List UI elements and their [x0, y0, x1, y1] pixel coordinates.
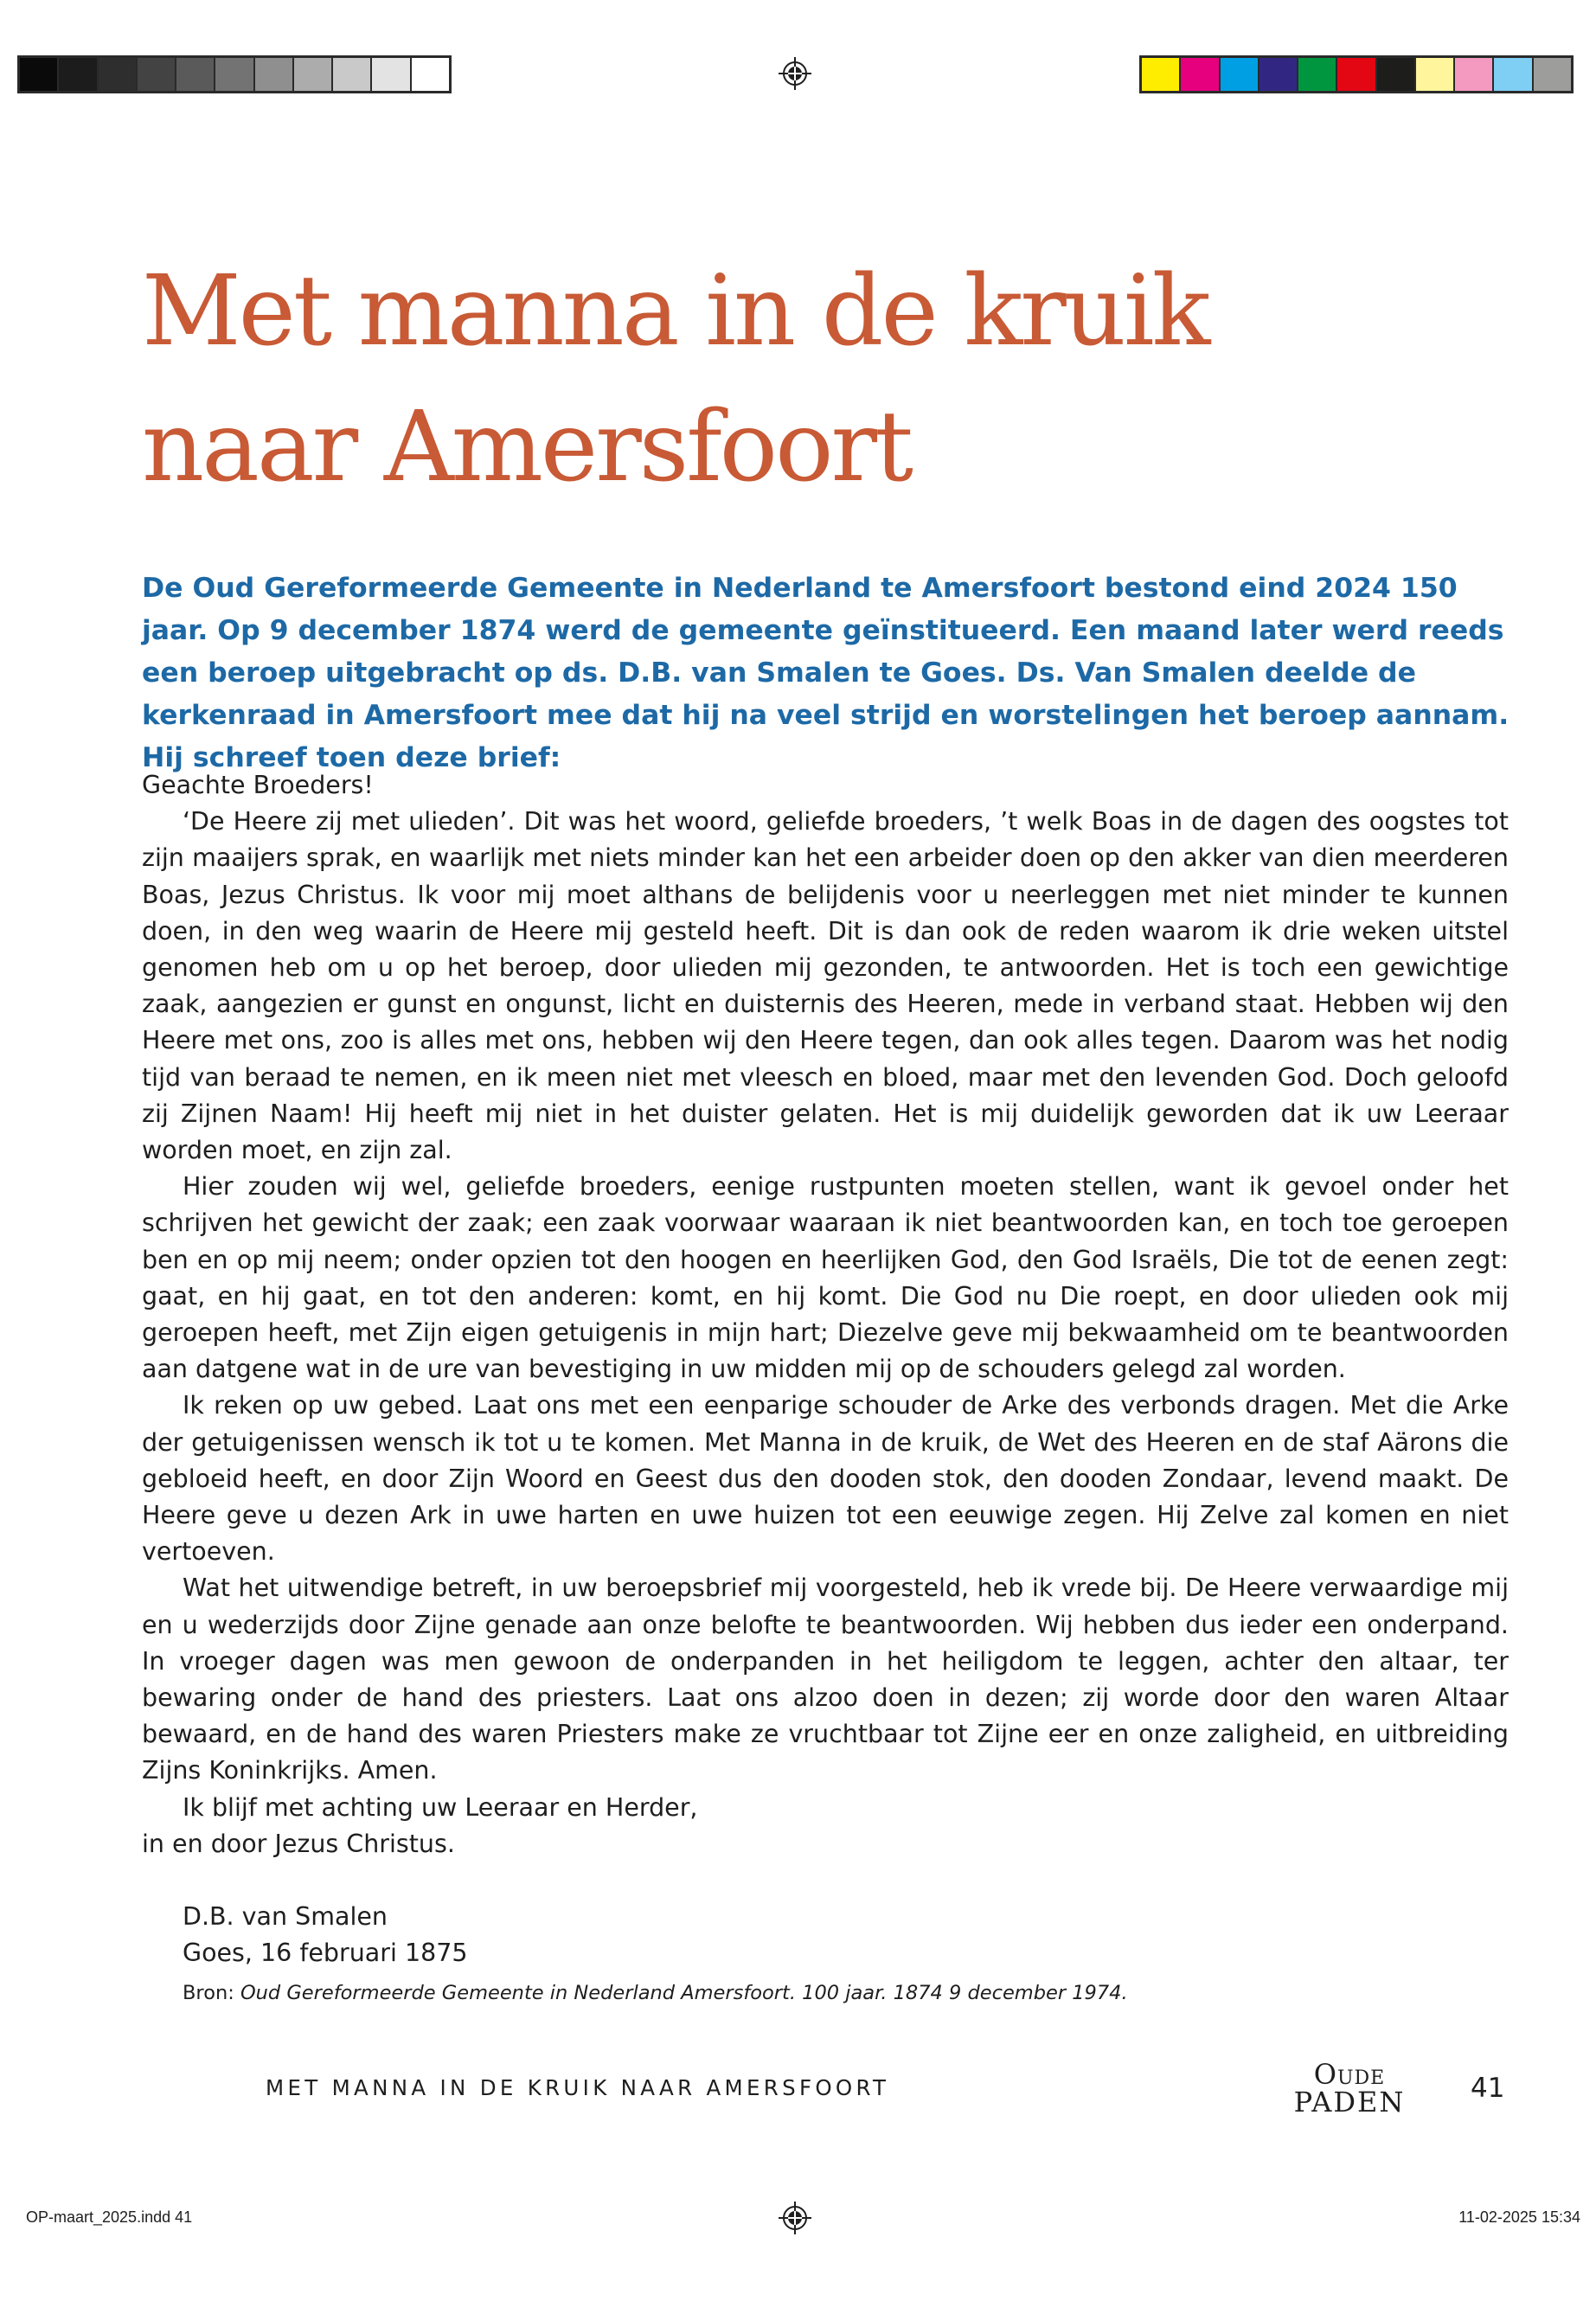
- process-color-bar: [1139, 55, 1574, 93]
- source-citation: [183, 1979, 1394, 2007]
- letter-paragraph: ‘De Heere zij met ulieden’. Dit was het woord, geliefde broeders, ’t welk Boas in de dagen des oogstes tot zijn maaijers sprak, en waarlijk met niets minder kan het een arbeider doen op den akker van dien meerderen Boas, Jezus Christus. Ik voor mij moet althans de belijdenis voor u neerleggen met niet minder te kunnen doen, in den weg waarin de Heere mij gesteld heeft. Dit is dan ook de reden waarom ik drie weken uitstel genomen heb om u op het beroep, door ulieden mij gezonden, te antwoorden. Het is toch een gewichtige zaak, aangezien er gunst en ongunst, licht en duisternis des Heeren, mede in verband staat. Hebben wij den Heere met ons, zoo is alles met ons, hebben wij den Heere tegen, dan ook alles tegen. Daarom was het nodig tijd van beraad te nemen, en ik meen niet met vleesch en bloed, maar met den levenden God. Doch geloofd zij Zijnen Naam! Hij heeft mij niet in het duister gelaten. Het is mij duidelijk geworden dat ik uw Leeraar worden moet, en zijn zal.: [142, 807, 1509, 1165]
- letter-body: [142, 767, 1509, 1972]
- color-swatch-11: [1534, 58, 1571, 91]
- color-swatch-10: [1494, 58, 1533, 91]
- article-title-line-2: naar Amersfoort: [142, 391, 912, 503]
- color-swatch-7: [1377, 58, 1416, 91]
- registration-mark-icon: [779, 57, 811, 90]
- source-label: Bron:: [183, 1982, 240, 2004]
- article-title-line-1: Met manna in de kruik: [142, 255, 1208, 368]
- gray-swatch-3: [99, 58, 138, 91]
- letter-paragraph: Hier zouden wij wel, geliefde broeders, eenige rustpunten moeten stellen, want ik gevoel onder het schrijven het gewicht der zaak; een zaak voorwaar waaraan ik niet beantwoorden kan, en toch toe geroepen ben en op mij neem; onder opzien tot den hoogen en heerlijken God, den God Israëls, Die tot de eenen zegt: gaat, en hij gaat, en tot den anderen: komt, en hij komt. Die God nu Die roept, en door ulieden ook mij geroepen heeft, met Zijn eigen getuigenis in mijn hart; Diezelve geve mij bekwaamheid om te beantwoorden aan datgene wat in de ure van bevestiging in uw midden mij op de schouders gelegd zal worden.: [142, 1172, 1509, 1384]
- gray-swatch-9: [333, 58, 372, 91]
- slug-date-time: 11-02-2025 15:34: [1458, 2208, 1580, 2226]
- gray-swatch-5: [176, 58, 215, 91]
- article-intro: De Oud Gereformeerde Gemeente in Nederland te Amersfoort bestond eind 2024 150 jaar. Op 9 december 1874 werd de gemeente geïnstitueerd. Een maand later werd reeds een beroep uitgebracht op ds. D.B. van Smalen te Goes. Ds. Van Smalen deelde de kerkenraad in Amersfoort mee dat hij na veel strijd en worstelingen het beroep aannam. Hij schreef toen deze brief:: [142, 573, 1509, 773]
- color-swatch-6: [1337, 58, 1376, 91]
- logo-line-2: PADEN: [1293, 2086, 1406, 2118]
- registration-mark-icon: [779, 2202, 811, 2234]
- oude-paden-logo: [1280, 2058, 1419, 2118]
- gray-swatch-8: [294, 58, 333, 91]
- letter-paragraph: Ik reken op uw gebed. Laat ons met een eenparige schouder de Arke des verbonds dragen. Met die Arke der getuigenissen wensch ik tot u te komen. Met Manna in de kruik, de Wet des Heeren en de staf Aärons die gebloeid heeft, en door Zijn Woord en Geest dus den dooden stok, den dooden Zondaar, levend maakt. De Heere geve u dezen Ark in uwe harten en uwe huizen tot een eeuwige zegen. Hij Zelve zal komen en niet vertoeven.: [142, 1391, 1509, 1567]
- logo-line-1: Oude: [1313, 2058, 1386, 2091]
- color-swatch-2: [1181, 58, 1220, 91]
- gray-swatch-6: [215, 58, 254, 91]
- color-swatch-1: [1142, 58, 1181, 91]
- gray-swatch-1: [20, 58, 59, 91]
- color-swatch-4: [1259, 58, 1298, 91]
- gray-swatch-4: [138, 58, 176, 91]
- letter-paragraph: Ik blijf met achting uw Leeraar en Herder,: [183, 1792, 698, 1822]
- gray-swatch-11: [412, 58, 449, 91]
- running-footer-title: MET MANNA IN DE KRUIK NAAR AMERSFOORT: [266, 2075, 890, 2100]
- signature-name: D.B. van Smalen: [183, 1902, 388, 1932]
- source-title: Oud Gereformeerde Gemeente in Nederland Amersfoort. 100 jaar. 1874 9 december 1974.: [240, 1982, 1128, 2004]
- gray-swatch-7: [255, 58, 294, 91]
- letter-closing-line: in en door Jezus Christus.: [142, 1829, 455, 1858]
- signature-place-date: Goes, 16 februari 1875: [183, 1939, 468, 1968]
- letter-paragraph: Wat het uitwendige betreft, in uw beroepsbrief mij voorgesteld, heb ik vrede bij. De Heere verwaardige mij en u wederzijds door Zijne genade aan onze belofte te beantwoorden. Wij hebben dus ieder een onderpand. In vroeger dagen was men gewoon de onderpanden in het heiligdom te leggen, achter den altaar, ter bewaring onder de hand des priesters. Laat ons alzoo doen in dezen; zij worde door den waren Altaar bewaard, en de hand des waren Priesters make ze vruchtbaar tot Zijne eer en onze zaligheid, en uitbreiding Zijns Koninkrijks. Amen.: [142, 1574, 1509, 1785]
- grayscale-color-bar: [17, 55, 452, 93]
- gray-swatch-2: [59, 58, 98, 91]
- letter-salutation: Geachte Broeders!: [142, 771, 374, 799]
- gray-swatch-10: [372, 58, 411, 91]
- page-number: 41: [1471, 2073, 1505, 2104]
- color-swatch-8: [1416, 58, 1455, 91]
- article-title: [142, 244, 1422, 516]
- color-swatch-9: [1455, 58, 1494, 91]
- color-swatch-5: [1298, 58, 1337, 91]
- slug-file-info: OP-maart_2025.indd 41: [26, 2208, 193, 2226]
- color-swatch-3: [1221, 58, 1259, 91]
